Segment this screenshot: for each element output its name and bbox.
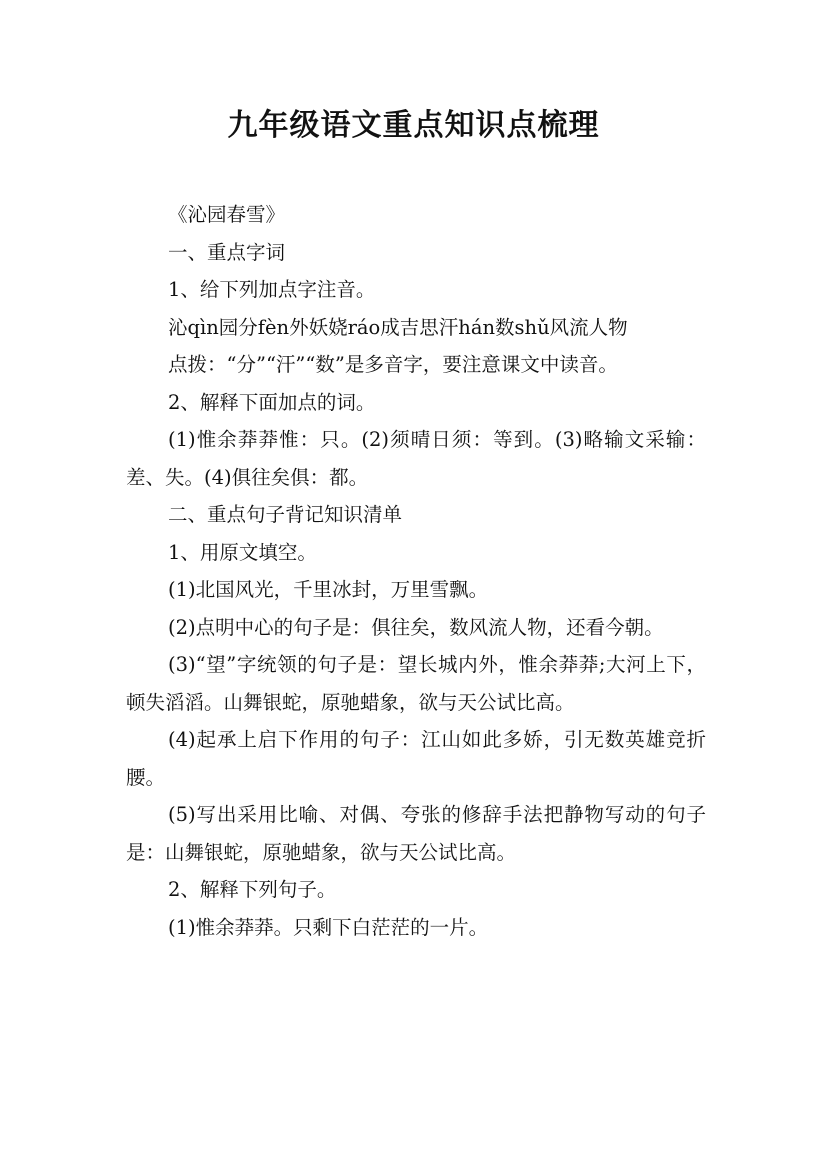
paragraph: 2、解释下面加点的词。 <box>168 390 376 414</box>
paragraph: 2、解释下列句子。 <box>168 878 337 901</box>
document-body <box>126 196 706 946</box>
document-title: 九年级语文重点知识点梳理 <box>227 108 600 143</box>
paragraph: 《沁园春雪》 <box>168 203 286 226</box>
paragraph: 沁qìn园分fèn外妖娆ráo成吉思汗hán数shǔ风流人物 <box>168 315 628 339</box>
paragraph: 二、重点句子背记知识清单 <box>168 503 403 526</box>
paragraph: 1、用原文填空。 <box>168 540 317 564</box>
paragraph: (1)惟余莽莽。只剩下白茫茫的一片。 <box>168 915 489 939</box>
paragraph: 点拨：“分”“汗”“数”是多音字，要注意课文中读音。 <box>168 353 618 376</box>
paragraph: (2)点明中心的句子是：俱往矣，数风流人物，还看今朝。 <box>168 615 664 639</box>
paragraph: (5)写出采用比喻、对偶、夸张的修辞手法把静物写动的句子是：山舞银蛇，原驰蜡象，欲与天公试比高。 <box>126 803 706 864</box>
paragraph: (3)“望”字统领的句子是：望长城内外，惟余莽莽;大河上下，顿失滔滔。山舞银蛇，原驰蜡象，欲与天公试比高。 <box>126 653 706 714</box>
paragraph: (1)惟余莽莽惟：只。(2)须晴日须：等到。(3)略输文采输：差、失。(4)俱往矣俱：都。 <box>126 428 706 489</box>
paragraph: (4)起承上启下作用的句子：江山如此多娇，引无数英雄竞折腰。 <box>126 728 706 789</box>
paragraph: 1、给下列加点字注音。 <box>168 278 376 301</box>
paragraph: (1)北国风光，千里冰封，万里雪飘。 <box>168 578 489 601</box>
paragraph: 一、重点字词 <box>168 240 286 264</box>
